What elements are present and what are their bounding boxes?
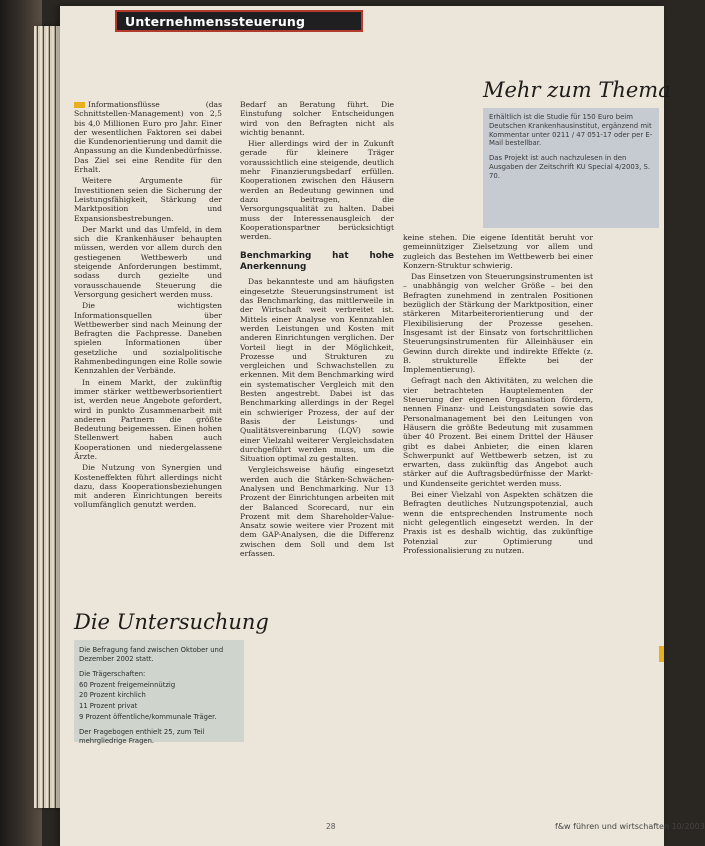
article-column-1 [74, 100, 222, 512]
untersuchung-line: 9 Prozent öffentliche/kommunale Träger. [79, 712, 217, 721]
paragraph: Gefragt nach den Aktivitäten, zu welchen die vier betrachteten Hauptelementen der Steuerung der eigenen Organisation fördern, nennen Finanz- und Leistungsdaten sowie das Personalmanagement bei den Leitungen von Häusern die größte Bedeutung mit zusammen über 40 Prozent. Bei einem Drittel der Häuser gibt es dabei Anbieter, die einen klaren Schwerpunkt auf Wettbewerb setzen, ist zu erwarten, dass zukünftig das Angebot auch stärker auf die Auftragsbedürfnisse der Markt- und Kundenseite gerichtet werden muss. [403, 376, 593, 488]
paragraph: In einem Markt, der zukünftig immer stärker wettbewerbsorientiert ist, werden neue Angebote gefordert, wird in punkto Zusammenarbeit mit anderen Partnern die größte Bedeutung beigemessen. Einen hohen Stellenwert haben auch Kooperationen und niedergelassene Ärzte. [74, 377, 222, 461]
untersuchung-line: Der Fragebogen enthielt 25, zum Teil mehrgliedrige Fragen. [79, 728, 205, 745]
paragraph: Die wichtigsten Informationsquellen über Wettbewerber sind nach Meinung der Befragten die Fachpresse. Daneben spielen Informationen über gesetzliche und sozialpolitische Rahmenbedingungen eine Rolle sowie Kennzahlen der Verbände. [74, 301, 222, 376]
section-title: Unternehmenssteuerung [125, 14, 306, 29]
article-column-3 [403, 233, 593, 557]
paragraph: Die Nutzung von Synergien und Kosteneffekten führt allerdings nicht dazu, dass Kooperationsbeziehungen mit anderen Einrichtungen bereits vollumfänglich genutzt werden. [74, 463, 222, 510]
untersuchung-line: 60 Prozent freigemeinnützig [79, 680, 176, 689]
mehr-paragraph-1: Erhältlich ist die Studie für 150 Euro beim Deutschen Krankenhausinstitut, ergänzend mit Kommentar unter 0211 / 47 051-17 oder per E-Mail bestellbar. [489, 113, 653, 148]
untersuchung-line: 11 Prozent privat [79, 701, 138, 710]
paragraph: keine stehen. Die eigene Identität beruht vor gemeinnütziger Zielsetzung vor allem und zugleich das Bestehen im Wettbewerb bei einer Konzern-Struktur schwierig. [403, 233, 593, 270]
paragraph: Hier allerdings wird der in Zukunft gerade für kleinere Träger voraussichtlich eine steigende, deutlich mehr Finanzierungsbedarf erfüllen. Kooperationen zwischen den Häusern werden an Bedeutung gewinnen und dazu beitragen, die Versorgungsqualität zu halten. Dabei muss der Interessenausgleich der Kooperationspartner berücksichtigt werden. [240, 139, 394, 242]
paragraph-marker-icon [74, 102, 85, 108]
paragraph: Das bekannteste und am häufigsten eingesetzte Steuerungsinstrument ist das Benchmarking, das mittlerweile in der Wirtschaft weit verbreitet ist. Mittels einer Analyse von Kennzahlen werden Leistungen und Kosten mit anderen Einrichtungen verglichen. Der Vorteil liegt in der Möglichkeit, Prozesse und Strukturen zu vergleichen und Schwachstellen zu erkennen. Mit dem Benchmarking wird ein systematischer Vergleich mit den Besten angestrebt. Dabei ist das Benchmarking allerdings in der Regel ein schwieriger Prozess, der auf der Basis der Leistungs- und Qualitätsvereinbarung (LQV) sowie einer Vielzahl weiterer Vergleichsdaten durchgeführt werden muss, um die Situation optimal zu gestalten. [240, 277, 394, 464]
paragraph: Vergleichsweise häufig eingesetzt werden auch die Stärken-Schwächen-Analysen und Benchmarking. Nur 13 Prozent der Einrichtungen arbeiten mit der Balanced Scorecard, nur ein Prozent mit dem Shareholder-Value-Ansatz sowie weitere vier Prozent mit dem GAP-Analysen, die die Differenz zwischen dem Soll und dem Ist erfassen. [240, 465, 394, 559]
section-header [115, 10, 363, 32]
article-column-2 [240, 100, 394, 560]
paragraph: Bei einer Vielzahl von Aspekten schätzen die Befragten deutliches Nutzungspotenzial, auch wenn die entsprechenden Instrumente noch nicht gelegentlich eingesetzt werden. In der Praxis ist es deshalb wichtig, das zukünftige Potenzial zur Optimierung und Professionalisierung zu nutzen. [403, 490, 593, 555]
subheading: Benchmarking hat hohe Anerkennung [240, 251, 394, 273]
mehr-paragraph-2: Das Projekt ist auch nachzulesen in den Ausgaben der Zeitschrift KU Special 4/2003, S. 70. [489, 154, 651, 180]
page-tab-marker [659, 646, 664, 662]
paragraph: Informationsflüsse (das Schnittstellen-Management) von 2,5 bis 4,0 Millionen Euro pro Jahr. Einer der wesentlichen Faktoren sei dabei die Kundenorientierung und damit die Anpassung an die Kundenbedürfnisse. Das Ziel sei eine Rendite für den Erhalt. [74, 100, 222, 175]
untersuchung-title: Die Untersuchung [74, 610, 269, 634]
magazine-footer: f&w führen und wirtschaften 10/2003 [555, 822, 705, 831]
paragraph: Weitere Argumente für Investitionen seien die Sicherung der Leistungsfähigkeit, Stärkung der Marktposition und Expansionsbestrebungen. [74, 176, 222, 223]
untersuchung-line: Die Trägerschaften: [79, 670, 146, 679]
untersuchung-line: 20 Prozent kirchlich [79, 691, 146, 700]
mehr-zum-thema-box [483, 108, 659, 228]
untersuchung-box [74, 640, 244, 745]
mehr-zum-thema-title: Mehr zum Thema [483, 78, 671, 102]
paragraph: Bedarf an Beratung führt. Die Einstufung solcher Entscheidungen wird von den Befragten nicht als wichtig benannt. [240, 100, 394, 137]
paragraph: Der Markt und das Umfeld, in dem sich die Krankenhäuser behaupten müssen, werden vor allem durch den gestiegenen Wettbewerb und steigende Anforderungen bestimmt, sodass durch gezielte und vorausschauende Steuerung die Versorgung gesichert werden muss. [74, 224, 222, 299]
page-number: 28 [326, 822, 336, 831]
untersuchung-line: Die Befragung fand zwischen Oktober und Dezember 2002 statt. [79, 646, 224, 663]
paragraph: Das Einsetzen von Steuerungsinstrumenten ist – unabhängig von welcher Größe – bei den Befragten zunehmend in zentralen Positionen bezüglich der Stärkung der Marktposition, einer stärkeren Mitarbeiterorientierung und der Flexibilisierung der Prozesse gesehen. Insgesamt ist der Einsatz von fortschrittlichen Steuerungsinstrumenten für Alleinhäuser ein Gewinn durch direkte und indirekte Effekte (z. B. strukturelle Effekte bei der Implementierung). [403, 272, 593, 375]
